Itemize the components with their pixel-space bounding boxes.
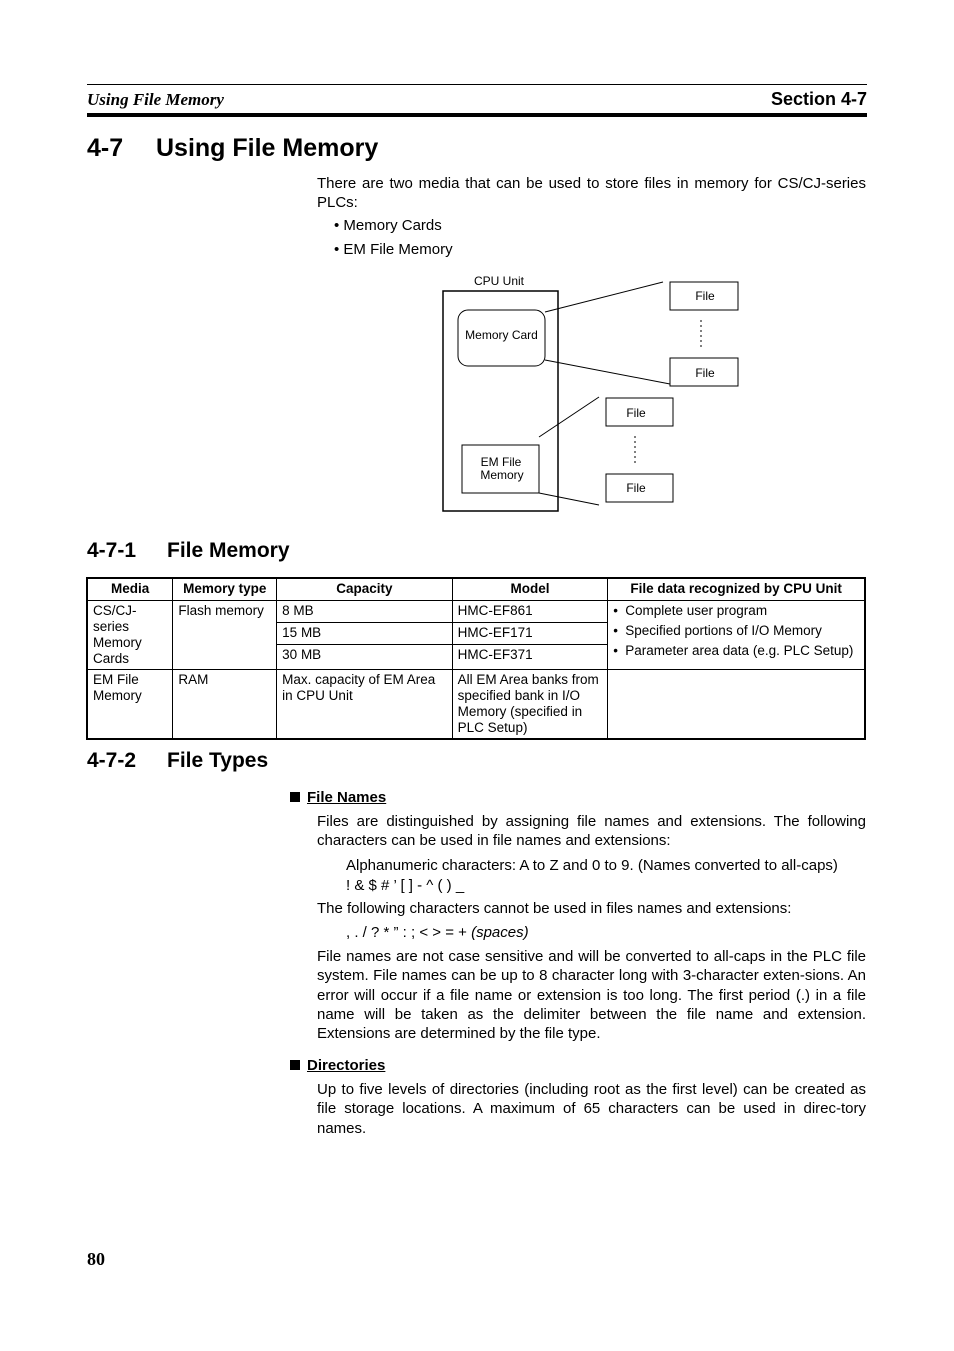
running-header-section: Section 4-7 (770, 89, 867, 109)
cell-file-data-empty (608, 670, 865, 740)
cpu-unit-label: CPU Unit (474, 274, 525, 288)
cell-memory-type: Flash memory (173, 601, 277, 670)
cell-model: All EM Area banks from specified bank in I/O Memory (specified in PLC Setup) (452, 670, 608, 740)
em-file-memory-label-line1: EM File (480, 455, 522, 469)
disallowed-characters: , . / ? * ” : ; < > = + (spaces) (346, 924, 529, 941)
file-names-paragraph-3: File names are not case sensitive and will be converted to all-caps in the PLC file system. File names can be up to 8 character long with 3-character exten-sions. An error will occur if a file name or extension is too long. The first period (.) in a file name will be taken as the delimiter between the file name and extension. Extensions are determined by the file type. (317, 948, 866, 1043)
col-header-media: Media (87, 578, 173, 601)
cell-capacity: 15 MB (277, 623, 452, 645)
section-title: Using File Memory (156, 134, 379, 162)
file-label-card-top: File (695, 289, 715, 303)
cell-media: EM File Memory (87, 670, 173, 740)
table-header-row (87, 578, 865, 601)
cell-file-data (608, 601, 865, 670)
list-item: • Parameter area data (e.g. PLC Setup) (613, 643, 859, 659)
square-bullet-icon (290, 792, 300, 802)
intro-paragraph: There are two media that can be used to store files in memory for CS/CJ-series PLCs: (317, 175, 866, 212)
spaces-note: (spaces) (471, 924, 529, 941)
cell-model: HMC-EF861 (452, 601, 608, 623)
list-item: • Specified portions of I/O Memory (613, 623, 859, 639)
header-rule-bottom (87, 113, 867, 117)
table-row (87, 670, 865, 740)
list-item: • Complete user program (613, 603, 859, 619)
file-memory-table (86, 577, 866, 740)
running-header-title: Using File Memory (87, 90, 224, 109)
subsection-heading-file-types: 4-7-2 File Types (87, 749, 269, 772)
cell-media: CS/CJ-series Memory Cards (87, 601, 173, 670)
square-bullet-icon (290, 1060, 300, 1070)
cell-capacity: Max. capacity of EM Area in CPU Unit (277, 670, 452, 740)
col-header-capacity: Capacity (277, 578, 452, 601)
section-number: 4-7 (87, 134, 124, 162)
section-heading (87, 134, 378, 163)
directories-paragraph: Up to five levels of directories (including root as the first level) can be created as file storage locations. A maximum of 65 characters can be used in direc-tory names. (317, 1081, 866, 1137)
intro-bullet-memory-cards: • Memory Cards (334, 217, 442, 234)
cell-capacity: 30 MB (277, 645, 452, 670)
directories-heading: Directories (290, 1057, 385, 1074)
recognized-data-list (613, 603, 859, 659)
table-row (87, 601, 865, 623)
page-number: 80 (87, 1249, 105, 1269)
allowed-characters-1: Alphanumeric characters: A to Z and 0 to 9. (Names converted to all-caps) (346, 857, 838, 874)
connector-card-bottom (545, 360, 670, 384)
file-memory-diagram (430, 268, 760, 518)
file-names-paragraph-1: Files are distinguished by assigning file names and extensions. The following characters can be used in file names and extensions: (317, 813, 866, 850)
file-label-card-bottom: File (695, 366, 715, 380)
file-label-em-top: File (626, 406, 646, 420)
file-names-heading: File Names (290, 789, 386, 806)
col-header-memory-type: Memory type (173, 578, 277, 601)
memory-card-label: Memory Card (465, 328, 538, 342)
cell-capacity: 8 MB (277, 601, 452, 623)
em-file-memory-label-line2: Memory (480, 468, 524, 482)
connector-card-top (545, 282, 663, 312)
cell-model: HMC-EF371 (452, 645, 608, 670)
allowed-characters-2: ! & $ # ’ [ ] - ^ ( ) _ (346, 877, 465, 894)
cell-model: HMC-EF171 (452, 623, 608, 645)
subsection-heading-file-memory: 4-7-1 File Memory (87, 539, 290, 562)
file-names-paragraph-2: The following characters cannot be used in files names and extensions: (317, 900, 792, 917)
header-rule-top (87, 84, 867, 85)
cell-memory-type: RAM (173, 670, 277, 740)
intro-bullet-em-file-memory: • EM File Memory (334, 241, 453, 258)
file-label-em-bottom: File (626, 481, 646, 495)
col-header-model: Model (452, 578, 608, 601)
col-header-file-data: File data recognized by CPU Unit (608, 578, 865, 601)
